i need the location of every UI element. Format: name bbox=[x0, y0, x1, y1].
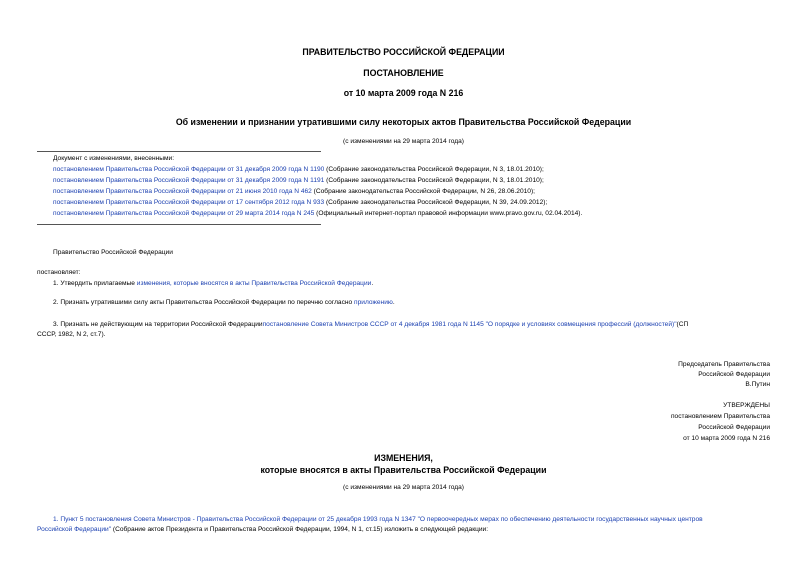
amendment-link[interactable]: постановлением Правительства Российской Федерации от 29 марта 2014 года N 245 bbox=[53, 210, 315, 217]
amendment-source: (Собрание законодательства Российской Федерации, N 39, 24.09.2012); bbox=[324, 199, 548, 206]
paragraph-1: 1. Утвердить прилагаемые изменения, которые вносятся в акты Правительства Российской Федерации. bbox=[53, 280, 374, 287]
document-title: Об изменении и признании утратившими силу некоторых актов Правительства Российской Федерации bbox=[175, 117, 632, 127]
amendment-source: (Официальный интернет-портал правовой информации www.pravo.gov.ru, 02.04.2014). bbox=[314, 210, 583, 217]
amendments-intro: Документ с изменениями, внесенными: bbox=[53, 155, 175, 162]
amendment-item bbox=[53, 199, 547, 206]
signature-country: Российской Федерации bbox=[698, 371, 770, 378]
resolves-label: постановляет: bbox=[37, 269, 81, 276]
item-1-link-continued[interactable]: Российской Федерации" bbox=[37, 526, 112, 533]
changes-amended-note: (с изменениями на 29 марта 2014 года) bbox=[343, 484, 464, 491]
signature-name: В.Путин bbox=[745, 381, 770, 388]
changes-item-1 bbox=[53, 516, 703, 523]
amendment-link[interactable]: постановлением Правительства Российской Федерации от 21 июня 2010 года N 462 bbox=[53, 188, 312, 195]
signature-title: Председатель Правительства bbox=[678, 361, 770, 368]
approved-by: постановлением Правительства bbox=[670, 413, 770, 420]
changes-item-1-continuation: Российской Федерации" (Собрание актов Президента и Правительства Российской Федерации, 1994, N 1, ст.15) изложить в следующей редакции: bbox=[37, 526, 489, 533]
item-1-link[interactable]: 1. Пункт 5 постановления Совета Министров - Правительства Российской Федерации от 25 декабря 1993 года N 1347 "О первоочередных мерах по обеспечению деятельности государственных научных центров bbox=[53, 516, 703, 523]
amendment-link[interactable]: постановлением Правительства Российской Федерации от 31 декабря 2009 года N 1190 bbox=[53, 166, 325, 173]
changes-subtitle: которые вносятся в акты Правительства Российской Федерации bbox=[260, 465, 547, 475]
paragraph-3-continuation: СССР, 1982, N 2, ст.7). bbox=[37, 331, 106, 338]
paragraph-3: 3. Признать не действующим на территории Российской Федерациипостановление Совета Министров СССР от 4 декабря 1981 года N 1145 "О порядке и условиях совмещения профессий (должностей)"(СП bbox=[53, 321, 689, 328]
approved-label: УТВЕРЖДЕНЫ bbox=[723, 402, 770, 409]
changes-title: ИЗМЕНЕНИЯ, bbox=[374, 453, 433, 463]
changes-link[interactable]: изменения, которые вносятся в акты Правительства Российской Федерации bbox=[136, 280, 372, 287]
top-divider bbox=[37, 151, 321, 152]
amendment-source: (Собрание законодательства Российской Федерации, N 26, 28.06.2010); bbox=[311, 188, 535, 195]
paragraph-2: 2. Признать утратившими силу акты Правительства Российской Федерации по перечню согласно приложению. bbox=[53, 299, 395, 306]
document-date-number: от 10 марта 2009 года N 216 bbox=[343, 88, 464, 98]
government-heading: ПРАВИТЕЛЬСТВО РОССИЙСКОЙ ФЕДЕРАЦИИ bbox=[302, 47, 505, 57]
amendment-source: (Собрание законодательства Российской Федерации, N 3, 18.01.2010); bbox=[324, 177, 544, 184]
amendment-item bbox=[53, 166, 544, 173]
amendment-item bbox=[53, 177, 544, 184]
amended-note: (с изменениями на 29 марта 2014 года) bbox=[343, 138, 464, 145]
amendment-link[interactable]: постановлением Правительства Российской Федерации от 31 декабря 2009 года N 1191 bbox=[53, 177, 325, 184]
amendment-source: (Собрание законодательства Российской Федерации, N 3, 18.01.2010); bbox=[324, 166, 544, 173]
approved-date: от 10 марта 2009 года N 216 bbox=[683, 435, 770, 442]
amendment-item bbox=[53, 188, 535, 195]
amendment-item bbox=[53, 210, 582, 217]
document-type: ПОСТАНОВЛЕНИЕ bbox=[363, 68, 444, 78]
approved-country: Российской Федерации bbox=[698, 424, 770, 431]
ussr-resolution-link[interactable]: постановление Совета Министров СССР от 4 декабря 1981 года N 1145 "О порядке и условиях совмещения профессий (должностей)" bbox=[262, 321, 677, 328]
appendix-link[interactable]: приложению bbox=[354, 299, 393, 306]
bottom-divider bbox=[37, 224, 321, 225]
government-subject: Правительство Российской Федерации bbox=[53, 249, 173, 256]
amendment-link[interactable]: постановлением Правительства Российской Федерации от 17 сентября 2012 года N 933 bbox=[53, 199, 325, 206]
